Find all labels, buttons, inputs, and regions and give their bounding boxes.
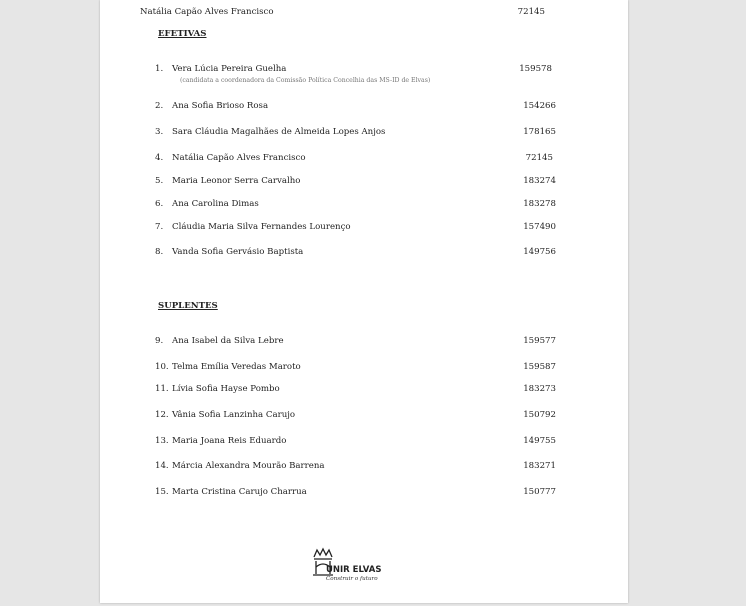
list-item-index: 7.: [155, 222, 164, 232]
list-item-number: 150792: [523, 410, 556, 420]
suplentes-heading: SUPLENTES: [158, 301, 218, 311]
list-item-index: 6.: [155, 199, 164, 209]
list-item-name: Telma Emília Veredas Maroto: [172, 362, 301, 372]
list-item-number: 159578: [519, 64, 552, 74]
list-item-number: 157490: [523, 222, 556, 232]
list-item-index: 2.: [155, 101, 164, 111]
list-item-index: 3.: [155, 127, 164, 137]
list-item-name: Ana Sofia Brioso Rosa: [172, 101, 269, 111]
top-entry-name: Natália Capão Alves Francisco: [140, 7, 274, 17]
top-entry-number: 72145: [517, 7, 545, 17]
list-item-number: 149755: [523, 436, 556, 446]
list-item-name: Sara Cláudia Magalhães de Almeida Lopes Anjos: [172, 127, 386, 137]
list-item-number: 183274: [523, 176, 556, 186]
list-item-name: Ana Carolina Dimas: [172, 199, 259, 209]
list-item-number: 183278: [523, 199, 556, 209]
list-item-index: 11.: [155, 384, 169, 394]
list-item-number: 159587: [523, 362, 556, 372]
list-item-number: 183273: [523, 384, 556, 394]
list-item-index: 8.: [155, 247, 164, 257]
list-item-name: Vera Lúcia Pereira Guelha: [172, 64, 287, 74]
list-item-number: 150777: [523, 487, 556, 497]
list-item-number: 159577: [523, 336, 556, 346]
list-item-index: 10.: [155, 362, 169, 372]
document-page: [100, 0, 628, 603]
list-item-index: 1.: [155, 64, 164, 74]
list-item-name: Vanda Sofia Gervásio Baptista: [172, 247, 304, 257]
list-item-number: 154266: [523, 101, 556, 111]
list-item-name: Ana Isabel da Silva Lebre: [172, 336, 284, 346]
list-item-name: Lívia Sofia Hayse Pombo: [172, 384, 280, 394]
list-item-index: 12.: [155, 410, 169, 420]
list-item-number: 178165: [523, 127, 556, 137]
unir-elvas-logo: [310, 545, 390, 587]
candidate-note: (candidata a coordenadora da Comissão Política Concelhia das MS-ID de Elvas): [180, 77, 431, 84]
list-item-index: 15.: [155, 487, 169, 497]
list-item-index: 4.: [155, 153, 164, 163]
list-item-name: Maria Leonor Serra Carvalho: [172, 176, 301, 186]
list-item-number: 183271: [523, 461, 556, 471]
list-item-index: 13.: [155, 436, 169, 446]
list-item-index: 14.: [155, 461, 169, 471]
logo-title: UNIR ELVAS: [326, 565, 382, 575]
list-item-index: 5.: [155, 176, 164, 186]
list-item-name: Marta Cristina Carujo Charrua: [172, 487, 307, 497]
list-item-number: 72145: [525, 153, 553, 163]
list-item-name: Maria Joana Reis Eduardo: [172, 436, 287, 446]
list-item-name: Vânia Sofia Lanzinha Carujo: [172, 410, 296, 420]
list-item-name: Márcia Alexandra Mourão Barrena: [172, 461, 325, 471]
efetivas-heading: EFETIVAS: [158, 29, 207, 39]
list-item-name: Natália Capão Alves Francisco: [172, 153, 306, 163]
list-item-index: 9.: [155, 336, 164, 346]
logo-subtitle: Construir o futuro: [326, 576, 378, 582]
list-item-number: 149756: [523, 247, 556, 257]
list-item-name: Cláudia Maria Silva Fernandes Lourenço: [172, 222, 351, 232]
